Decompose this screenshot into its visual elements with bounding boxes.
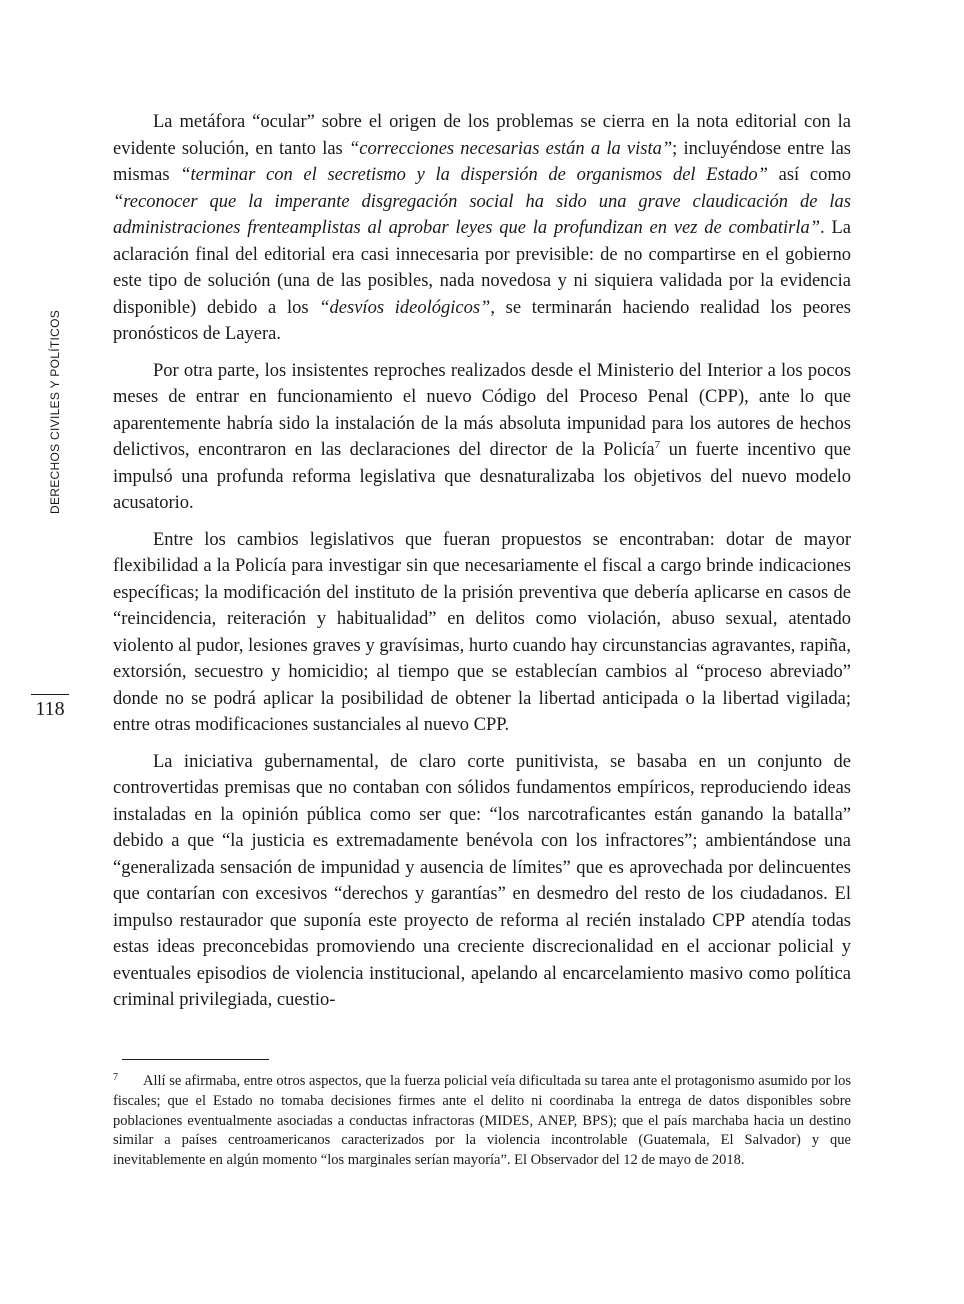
paragraph-1-text-c: así como (767, 165, 852, 185)
page-number-rule (31, 694, 69, 695)
quote-desvios: “desvíos ideológicos” (319, 297, 491, 318)
paragraph-4: La iniciativa gubernamental, de claro corte punitivista, se basaba en un conjunto de controvertidas premisas que no contaban con sólidos fundamentos empíricos, reproduciendo ideas instaladas en la opinión pública como ser que: “los narcotraficantes están ganando la batalla” debido a que “la justicia es extremadamente benévola con los infractores”; ambientándose una “generalizada sensación de impunidad y ausencia de límites” que es aprovechada por delincuentes que contarían con excesivos “derechos y garantías” en desmedro del resto de los ciudadanos. El impulso restaurador que suponía este proyecto de reforma al recién instalado CPP atendía todas estas ideas preconcebidas promoviendo una creciente discrecionalidad en el accionar policial y eventuales episodios de violencia institucional, apelando al encarcelamiento masivo como política criminal privilegiada, cuestio- (113, 751, 851, 1010)
paragraph-2-text-b: un fuerte incentivo que impulsó una profunda reforma legislativa que desnaturalizaba los objetivos del nuevo modelo acusatorio. (113, 440, 852, 513)
footnote-separator (122, 1059, 269, 1060)
paragraph-1-text-e: , se terminarán haciendo realidad los peores pronósticos de Layera. (113, 297, 851, 344)
footnote-mark: 7 (113, 1072, 118, 1083)
footnote (113, 1068, 851, 1171)
paragraph-2-text-a: Por otra parte, los insistentes reproches realizados desde el Ministerio del Interior a los pocos meses de entrar en funcionamiento el nuevo Código del Proceso Penal (CPP), ante lo que aparentemente habría sido la instalación de la más absoluta impunidad para los autores de hechos delictivos, encontraron en las declaraciones del director de la Policía (113, 360, 851, 460)
page-number: 118 (35, 698, 65, 720)
paragraph-1 (113, 109, 851, 348)
quote-terminar: “terminar con el secretismo y la dispersión de organismos del Estado” (180, 165, 768, 185)
paragraph-1-text-d: . La aclaración final del editorial era casi innecesaria por previsible: de no compartirse en el gobierno este tipo de solución (una de las posibles, nada novedosa y ni siquiera validada por la evidencia disponible) debido a los (113, 218, 852, 318)
paragraph-1-text-b: ; incluyéndose entre las mismas (113, 138, 852, 185)
footnote-reference[interactable]: 7 (654, 438, 661, 451)
paragraph-1-text-a: La metáfora “ocular” sobre el origen de los problemas se cierra en la nota editorial con la evidente solución, en tanto las (113, 112, 851, 159)
running-section-title: DERECHOS CIVILES Y POLÍTICOS (48, 309, 62, 515)
footnote-text: Allí se afirmaba, entre otros aspectos, que la fuerza policial veía dificultada su tarea ante el protagonismo asumido por los fiscales; que el Estado no tomaba decisiones firmes ante el delito ni coordinaba la entrega de datos disponibles sobre poblaciones eventualmente asociadas a conductas infractoras (MIDES, ANEP, BPS); que el país marchaba hacia un destino similar a países centroamericanos caracterizados por la violencia incontrolable (Guatemala, El Salvador) y que inevitablemente en algún momento “los marginales serían mayoría”. El Observador del 12 de mayo de 2018. (113, 1073, 851, 1169)
main-text (113, 109, 851, 1024)
quote-reconocer: “reconocer que la imperante disgregación social ha sido una grave claudicación de las administraciones frenteamplistas al aprobar leyes que la profundizan en vez de combatirla” (113, 191, 851, 238)
quote-correcciones: “correcciones necesarias están a la vista” (348, 138, 673, 159)
paragraph-2 (113, 358, 851, 517)
paragraph-3: Entre los cambios legislativos que fueran propuestos se encontraban: dotar de mayor flexibilidad a la Policía para investigar sin que necesariamente el fiscal a cargo brinde indicaciones específicas; la modificación del instituto de la prisión preventiva que debería aplicarse en casos de “reincidencia, reiteración y habitualidad” en delitos como violación, abuso sexual, atentado violento al pudor, lesiones graves y gravísimas, hurto cuando hay circunstancias agravantes, rapiña, extorsión, secuestro y homicidio; al tiempo que se establecían cambios al “proceso abreviado” donde no se podrá aplicar la posibilidad de obtener la libertad anticipada o la libertad vigilada; entre otras modificaciones sustanciales al nuevo CPP. (113, 529, 851, 735)
